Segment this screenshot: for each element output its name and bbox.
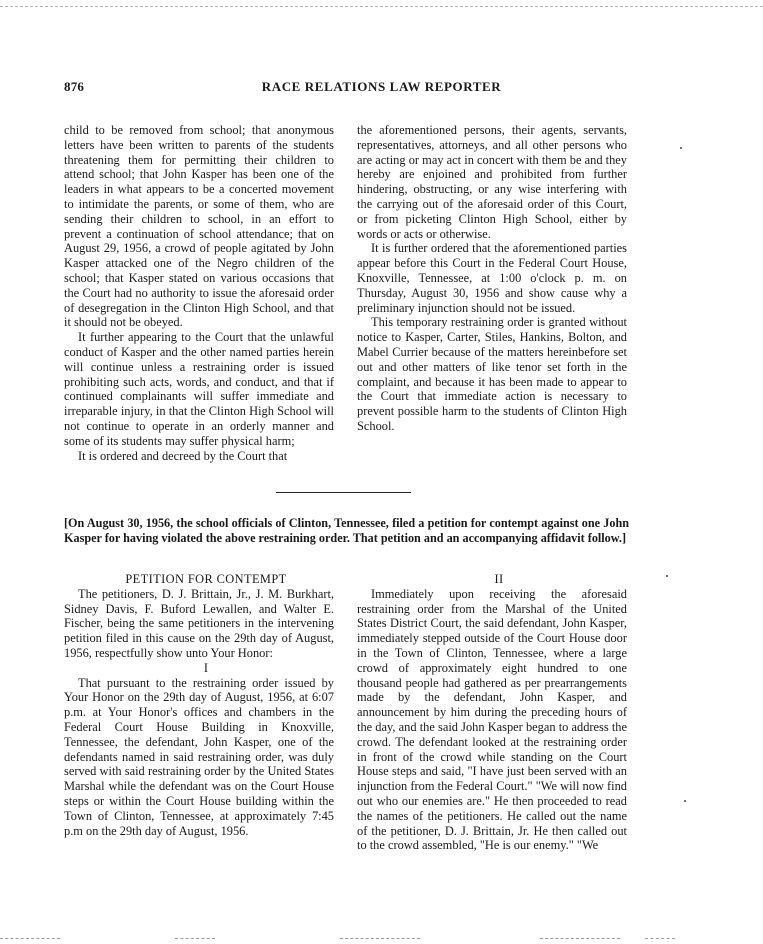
paragraph: It further appearing to the Court that the unlawful conduct of Kasper and the other named parties herein will continue unless a restraining order is issued prohibiting such acts, words, and conduct, and that if continued complainants will suffer immediate and irreparable injury, in that the Clinton High School will not continue to operate in an orderly manner and some of its students may suffer physical harm;	[64, 330, 334, 448]
paragraph: This temporary restraining order is granted without notice to Kasper, Carter, Stiles, Hankins, Bolton, and Mabel Currier because of the matters hereinbefore set out and other matters of like tenor set forth in the complaint, and because it has been made to appear to the Court that immediate action is necessary to prevent possible harm to the students of Clinton High School.	[357, 315, 627, 433]
paragraph: That pursuant to the restraining order issued by Your Honor on the 29th day of August, 1956, at 6:07 p.m. at Your Honor's offices and chambers in the Federal Court House Building in Knoxville, Tennessee, the defendant, John Kasper, one of the defendants named in said restraining order, was duly served with said restraining order by the United States Marshal while the defendant was on the Court House steps or within the Court House building within the Town of Clinton, Tennessee, at approximately 7:45 p.m on the 29th day of August, 1956.	[64, 675, 334, 838]
editor-note: [On August 30, 1956, the school officials of Clinton, Tennessee, filed a petition for contempt against one John Kasper for having violated the above restraining order. That petition and an accompanying affidavit follow.]	[64, 516, 629, 545]
scan-speck	[684, 800, 686, 802]
lower-right-column	[357, 572, 627, 853]
upper-left-column	[64, 123, 334, 463]
scan-bottom-edge	[0, 938, 60, 939]
paragraph: The petitioners, D. J. Brittain, Jr., J. M. Burkhart, Sidney Davis, F. Buford Lewallen, and Walter E. Fischer, being the same petitioners in the intervening petition filed in this cause on the 29th day of August, 1956, respectfully show unto Your Honor:	[64, 586, 334, 660]
page-number: 876	[64, 79, 85, 94]
paragraph: the aforementioned persons, their agents, servants, representatives, attorneys, and all other persons who are acting or may act in concert with them be and they hereby are enjoined and prohibited from further hindering, obstructing, or any wise interfering with the carrying out of the aforesaid order of this Court, or from picketing Clinton High School, either by words or acts or otherwise.	[357, 123, 627, 241]
scan-top-edge	[0, 6, 763, 7]
scan-bottom-edge	[645, 938, 675, 939]
lower-left-column	[64, 572, 334, 838]
section-heading: PETITION FOR CONTEMPT	[125, 572, 287, 586]
paragraph: Immediately upon receiving the aforesaid restraining order from the Marshal of the United States District Court, the said defendant, John Kasper, immediately stepped outside of the Court House door in the Town of Clinton, Tennessee, where a large crowd of approximately eight hundred to one thousand people had gathered as per prearrangements made by the defendant, John Kasper, and announcement by him during the preceding hours of the day, and the said John Kasper began to address the crowd. The defendant looked at the restraining order in front of the crowd while standing on the Court House steps and said, "I have just been served with an injunction from the Federal Court." "We will now find out who our enemies are." He then proceeded to read the names of the petitioners. He called out the name of the petitioner, D. J. Brittain, Jr. He then called out to the crowd assembled, "He is our enemy." "We	[357, 586, 627, 853]
paragraph: It is ordered and decreed by the Court that	[78, 448, 288, 463]
section-divider	[276, 492, 411, 493]
paragraph: child to be removed from school; that anonymous letters have been written to parents of the students threatening them for permitting their children to attend school; that John Kasper has been one of the leaders in what appears to be a concerted movement to intimidate the parents, or some of them, who are sending their children to school, in an effort to prevent a continuation of school attendance; that on August 29, 1956, a crowd of people agitated by John Kasper attacked one of the Negro children of the school; that Kasper stated on various occasions that the Court had no authority to issue the aforesaid order of desegregation in the Clinton High School, and that it should not be obeyed.	[64, 123, 334, 330]
scan-bottom-edge	[340, 938, 420, 939]
scan-bottom-edge	[175, 938, 215, 939]
section-numeral: I	[203, 660, 209, 675]
section-numeral: II	[494, 572, 504, 586]
scan-speck	[680, 147, 682, 149]
scan-speck	[666, 575, 668, 577]
upper-right-column	[357, 123, 627, 434]
scan-bottom-edge	[540, 938, 620, 939]
running-head: RACE RELATIONS LAW REPORTER	[261, 79, 502, 94]
paragraph: It is further ordered that the aforementioned parties appear before this Court in the Federal Court House, Knoxville, Tennessee, at 1:00 o'clock p. m. on Thursday, August 30, 1956 and show cause why a preliminary injunction should not be issued.	[357, 241, 627, 315]
